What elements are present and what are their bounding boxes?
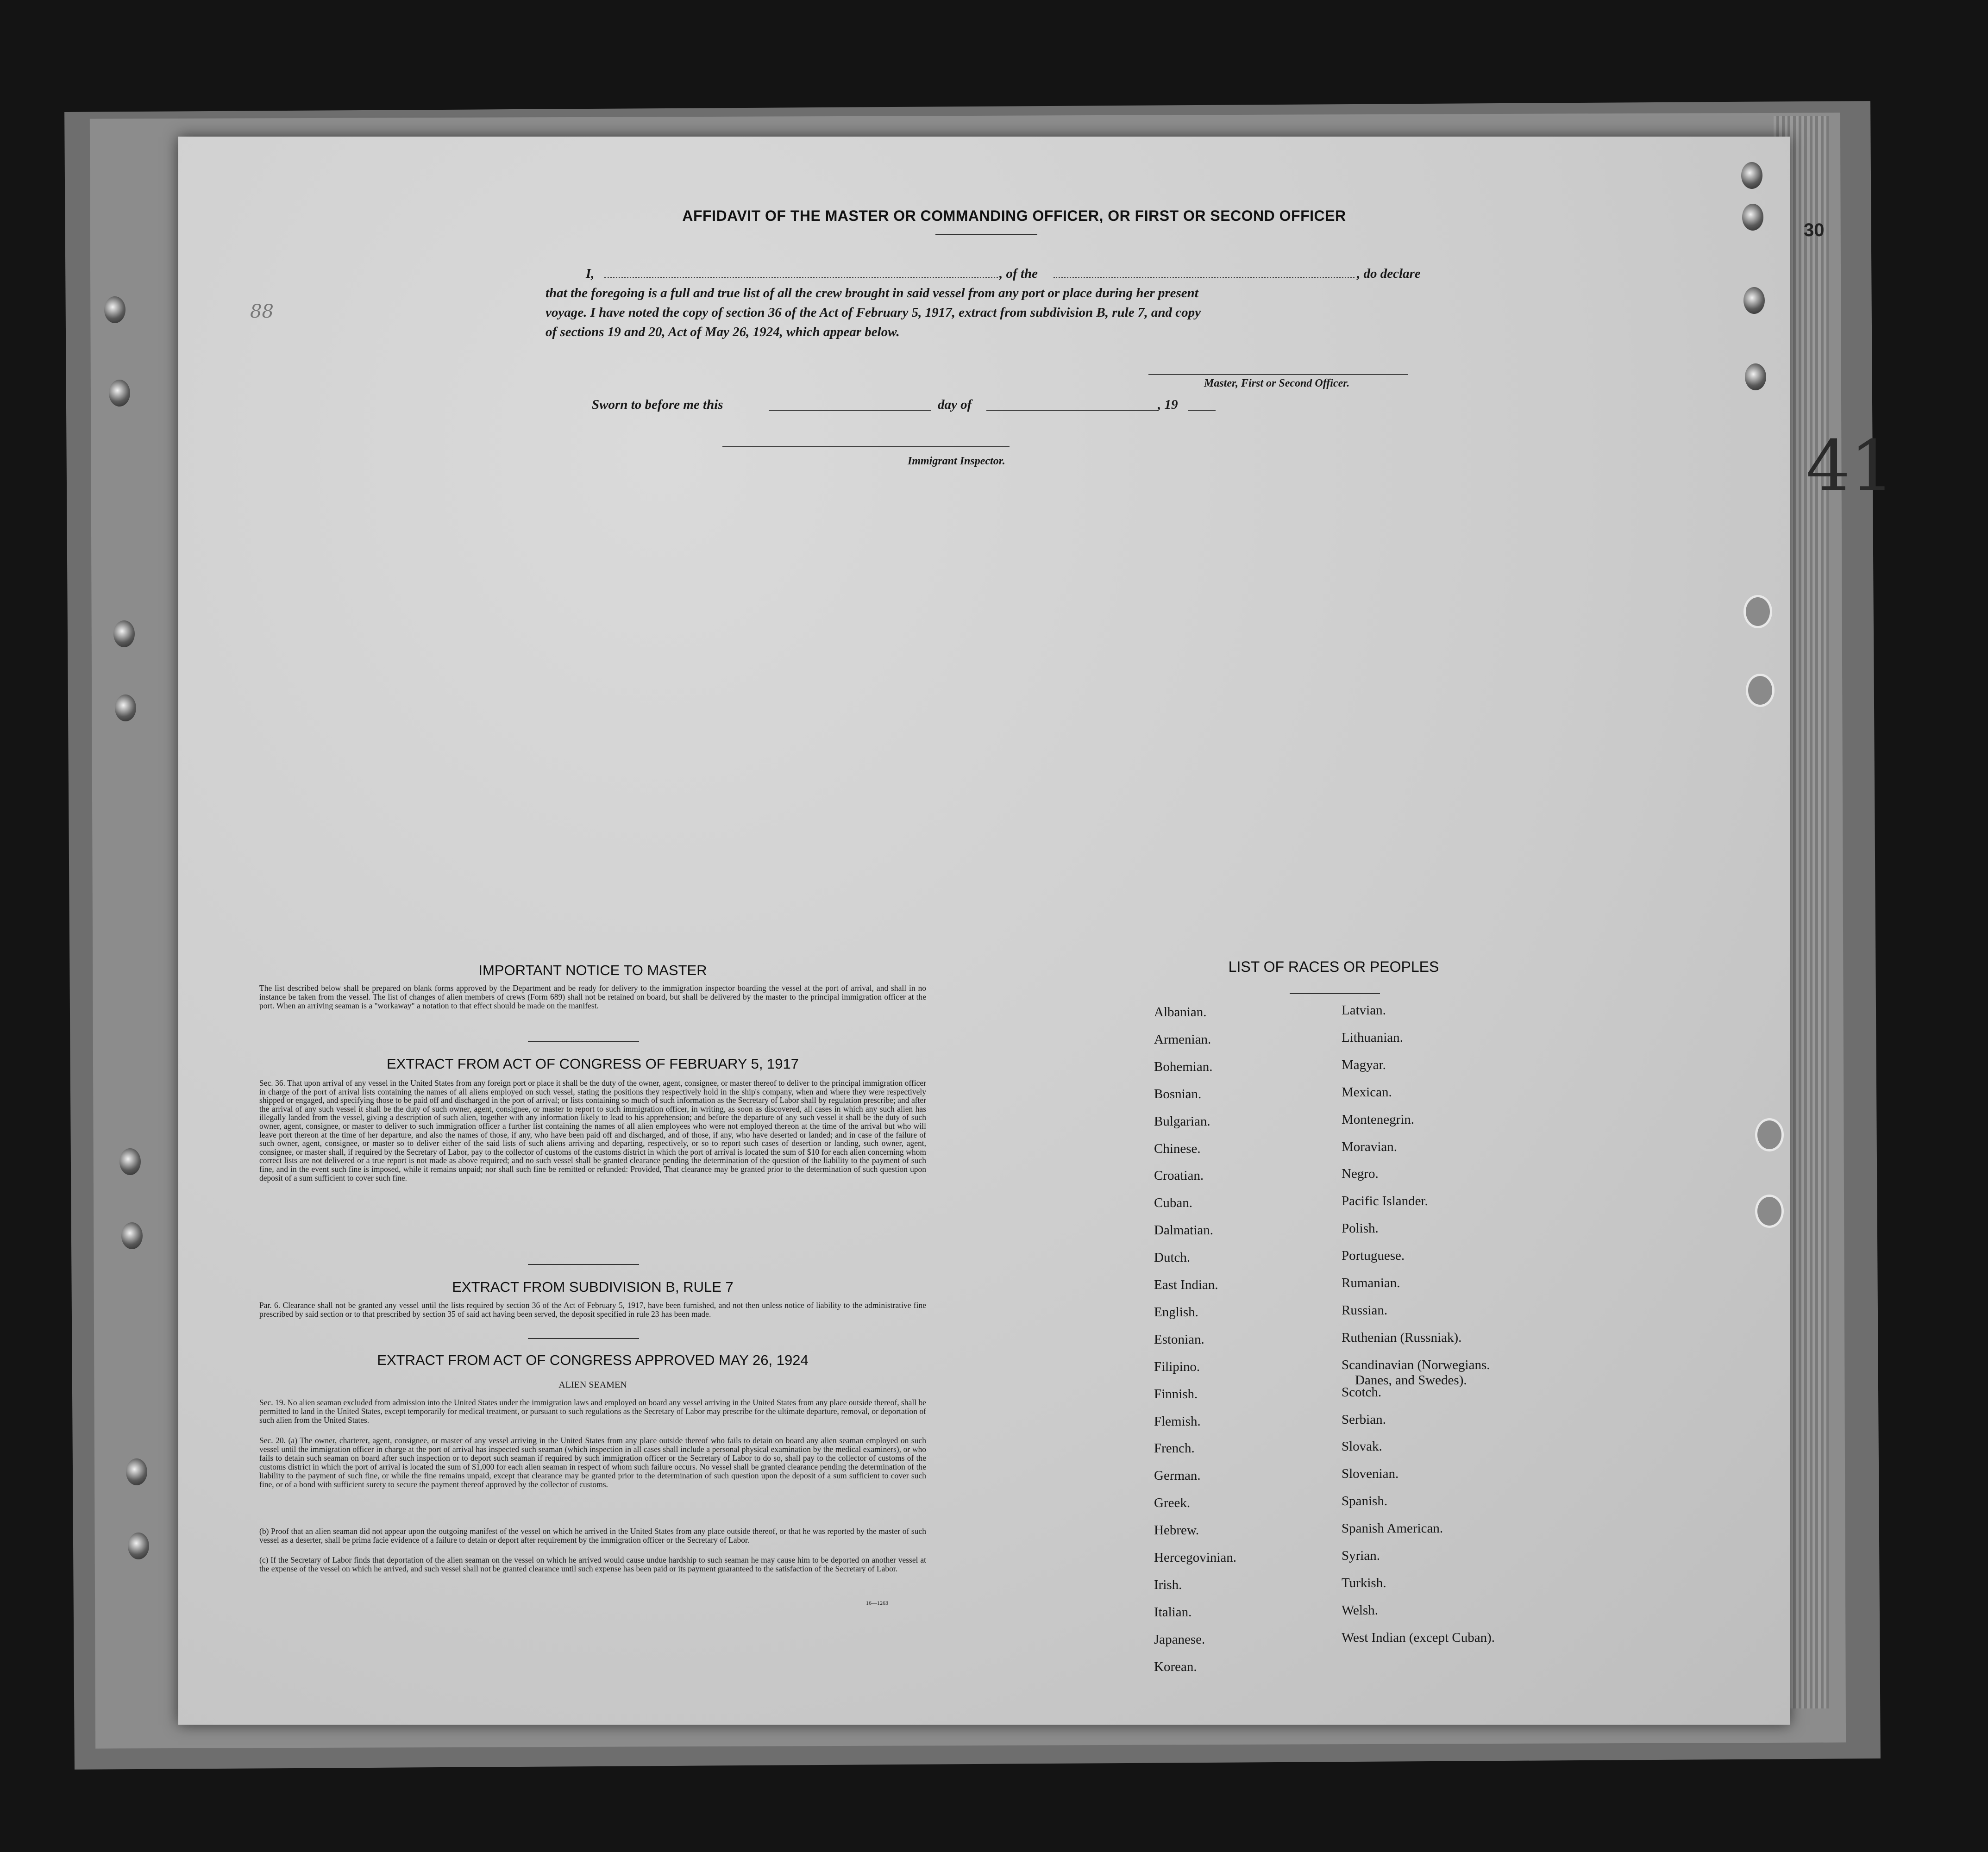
race-item: French. [1154,1441,1195,1456]
binder-hole [1746,674,1775,707]
signature-line [1148,374,1408,375]
affidavit-line4: of sections 19 and 20, Act of May 26, 1924, which appear below. [546,325,900,339]
race-item: Hebrew. [1154,1523,1199,1538]
race-item: Filipino. [1154,1359,1200,1374]
race-item: Welsh. [1342,1602,1379,1618]
race-item: Finnish. [1154,1386,1198,1402]
binder-hole [126,1458,147,1485]
affidavit-line3: voyage. I have noted the copy of section 36 of the Act of February 5, 1917, extract from subdivision B, rule 7, and copy [546,305,1201,320]
binder-hole [121,1222,143,1249]
extract-rule7-text: Par. 6. Clearance shall not be granted any vessel until the lists required by section 36 of the Act of February 5, 1917, have been furnished, and not then unless notice of liability to the administrative fine prescribed by said section or to that prescribed by section 35 of said act having been served, the deposit specified in rule 23 has been made. [259,1301,926,1319]
race-item: Slovenian. [1342,1466,1399,1482]
binder-hole [115,694,136,721]
race-item: Hercegovinian. [1154,1550,1236,1565]
sworn-year: , 19 [1158,397,1178,412]
signature-label: Master, First or Second Officer. [1204,377,1350,389]
race-item: Spanish American. [1342,1521,1443,1536]
section-rule [528,1041,639,1042]
notice-title: IMPORTANT NOTICE TO MASTER [478,962,707,978]
extract-1917-text: Sec. 36. That upon arrival of any vessel in the United States from any foreign port or place it shall be the duty of the owner, agent, consignee, or master thereof to deliver to the principal immigration officer in charge of the port of arrival lists containing the names of all aliens employed on such vessel, stating the positions they respectively hold in the ship's company, when and where they were respectively shipped or engaged, and specifying those to be paid off and discharged in the port of arrival; or lists containing so much of such information as the Secretary of Labor shall by regulation prescribe; and after the arrival of any such vessel it shall be the duty of such owner, agent, consignee, or master to report to such immigration officer, in writing, as soon as discovered, all cases in which any such alien has illegally landed from the vessel, giving a description of such alien, together with any information likely to lead to his apprehension; and before the departure of any such vessel it shall be the duty of such owner, agent, consignee, or master to deliver to such immigration officer a further list containing the names of all alien employees who were not employed thereon at the time of the arrival but who will leave port thereon at the time of her departure, and also the names of those, if any, who have been paid off and discharged, and of those, if any, who have deserted or landed; and in case of the failure of such owner, agent, consignee, or master so to deliver either of the said lists of such aliens arriving and departing, respectively, or so to report such cases of desertion or landing, such owner, agent, consignee, or master shall, if required by the Secretary of Labor, pay to the collector of customs of the customs district in which the port of arrival is located the sum of $10 for each alien concerning whom correct lists are not delivered or a true report is not made as above required; and no such vessel shall be granted clearance pending the determination of the question of the liability to the payment of such fine, and in the event such fine is imposed, while it remains unpaid; nor shall such fine be remitted or refunded: Provided, That clearance may be granted prior to the determination of such question upon deposit of a sum sufficient to cover such fine. [259,1078,926,1183]
race-item: Moravian. [1342,1139,1397,1154]
page-number: 88 [250,301,274,322]
binder-hole [1741,162,1762,189]
races-title: LIST OF RACES OR PEOPLES [1228,958,1439,975]
race-item: Bohemian. [1154,1059,1213,1074]
race-item: Greek. [1154,1495,1191,1511]
races-title-rule [1290,993,1380,994]
sworn-month-blank [986,410,1158,411]
race-item: Magyar. [1342,1057,1386,1072]
affidavit-title: AFFIDAVIT OF THE MASTER OR COMMANDING OFFICER, OR FIRST OR SECOND OFFICER [682,207,1346,224]
race-item: Japanese. [1154,1632,1205,1647]
race-item: Latvian. [1342,1003,1386,1018]
edge-number: 30 [1804,220,1825,240]
race-item: Pacific Islander. [1342,1194,1428,1209]
race-item: Turkish. [1342,1575,1386,1590]
race-item: Portuguese. [1342,1248,1405,1264]
binder-hole [1755,1118,1784,1151]
race-item: Croatian. [1154,1168,1204,1183]
sworn-prefix: Sworn to before me this [592,397,723,412]
section-rule [528,1264,639,1265]
race-item: Dutch. [1154,1250,1191,1265]
race-item: Armenian. [1154,1032,1211,1047]
race-item: Bosnian. [1154,1086,1202,1101]
extract-1924-sec19: Sec. 19. No alien seaman excluded from admission into the United States under the immigration laws and employed on board any vessel arriving in the United States from any place outside thereof, shall be permitted to land in the United States, except temporarily for medical treatment, or pursuant to such regulations as the Secretary of Labor may prescribe for the ultimate departure, removal, or deportation of such alien from the United States. [259,1398,926,1425]
race-item: Russian. [1342,1302,1388,1318]
binder-hole [1743,595,1772,628]
sworn-day-blank [769,410,931,411]
race-item: Mexican. [1342,1084,1392,1100]
extract-1924-sec20b: (b) Proof that an alien seaman did not appear upon the outgoing manifest of the vessel on which he arrived in the United States from any place outside thereof, or that he was reported by the master of such vessel as a deserter, shall be prima facie evidence of a failure to detain or deport after requirement by the immigration officer or the Secretary of Labor. [259,1527,926,1545]
extract-1924-subtitle: ALIEN SEAMEN [558,1380,627,1390]
race-item: Negro. [1342,1166,1379,1182]
race-item: Serbian. [1342,1412,1386,1427]
inspector-label: Immigrant Inspector. [908,455,1005,467]
race-item: Korean. [1154,1659,1197,1674]
form-number: 16—1263 [866,1600,888,1606]
race-item: Syrian. [1342,1548,1380,1563]
name-blank [604,277,998,278]
race-item: Cuban. [1154,1195,1192,1211]
title-rule [935,234,1037,235]
inspector-line [722,446,1010,447]
extract-1924-sec20c: (c) If the Secretary of Labor finds that deportation of the alien seaman on the vessel on which he arrived would cause undue hardship to such seaman he may cause him to be deported on another vessel at the expense of the vessel on which he arrived, and such vessel shall not be granted clearance until such expense has been paid or its payment guaranteed to the satisfaction of the Secretary of Labor. [259,1555,926,1573]
race-item: Italian. [1154,1604,1192,1620]
affidavit-do-declare: , do declare [1357,266,1421,281]
section-rule [528,1338,639,1339]
extract-rule7-title: EXTRACT FROM SUBDIVISION B, RULE 7 [452,1279,734,1295]
race-item: Ruthenian (Russniak). [1342,1330,1462,1345]
binder-hole [1743,287,1765,314]
extract-1924-sec20a: Sec. 20. (a) The owner, charterer, agent, consignee, or master of any vessel arriving in the United States from any place outside thereof who fails to detain on board any alien seaman employed on such vessel until the immigration officer in charge at the port of arrival has inspected such seaman (which inspection in all cases shall include a personal physical examination by the medical examiners), or who fails to detain such seaman on board after such inspection or to deport such seaman if required by such immigration officer or the Secretary of Labor to do so, shall pay to the collector of customs of the customs district in which the port of arrival is located the sum of $1,000 for each alien seaman in respect of whom such failure occurs. No vessel shall be granted clearance pending the determination of the liability to the payment of such fine, or while the fine remains unpaid, except that clearance may be granted prior to the determination of such question upon the deposit of a sum sufficient to cover such fine, or of a bond with sufficient surety to secure the payment thereof approved by the collector of customs. [259,1436,926,1489]
notice-text: The list described below shall be prepared on blank forms approved by the Department and be ready for delivery to the immigration inspector boarding the vessel at the port of arrival, and shall in no instance be taken from the vessel. The list of changes of alien members of crews (Form 689) shall not be retained on board, but shall be delivered by the master to the principal immigration officer at the port. When an arriving seaman is a "workaway" a notation to that effect should be made on the manifest. [259,983,926,1010]
affidavit-of-the: , of the [999,266,1038,281]
extract-1917-title: EXTRACT FROM ACT OF CONGRESS OF FEBRUARY 5, 1917 [386,1056,799,1072]
race-item: Flemish. [1154,1414,1201,1429]
affidavit-i: I, [586,266,595,281]
race-item: Rumanian. [1342,1276,1400,1290]
affidavit-line2: that the foregoing is a full and true list of all the crew brought in said vessel from any port or place during her present [546,286,1198,300]
race-item: Montenegrin. [1342,1112,1415,1127]
race-item: Irish. [1154,1577,1182,1592]
extract-1924-title: EXTRACT FROM ACT OF CONGRESS APPROVED MAY 26, 1924 [377,1352,809,1368]
race-item: English. [1154,1304,1198,1320]
race-item: Scandinavian (Norwegians. Danes, and Swedes). [1342,1357,1490,1388]
race-item: Lithuanian. [1342,1030,1403,1045]
vessel-blank [1054,277,1355,278]
binder-hole [109,380,130,407]
race-item: East Indian. [1154,1277,1218,1292]
binder-hole [119,1148,141,1175]
race-item: German. [1154,1468,1201,1483]
race-item: Scotch. [1342,1384,1382,1400]
binder-hole [1755,1195,1784,1228]
binder-hole [113,620,135,647]
race-item: Dalmatian. [1154,1223,1214,1238]
race-item: Albanian. [1154,1005,1207,1020]
sworn-day-of: day of [938,397,972,412]
race-item: Polish. [1342,1221,1379,1236]
sworn-year-blank [1188,410,1216,411]
binder-hole [1742,204,1763,231]
race-item: Spanish. [1342,1494,1388,1509]
binder-hole [104,296,125,323]
binder-hole [1745,363,1766,390]
race-item: Estonian. [1154,1332,1204,1347]
binder-hole [128,1533,149,1559]
race-item: Chinese. [1154,1141,1201,1156]
race-item: West Indian (except Cuban). [1342,1630,1495,1645]
race-item: Slovak. [1342,1439,1382,1454]
race-item: Bulgarian. [1154,1114,1210,1129]
handwritten-mark: 41 [1806,426,1894,507]
